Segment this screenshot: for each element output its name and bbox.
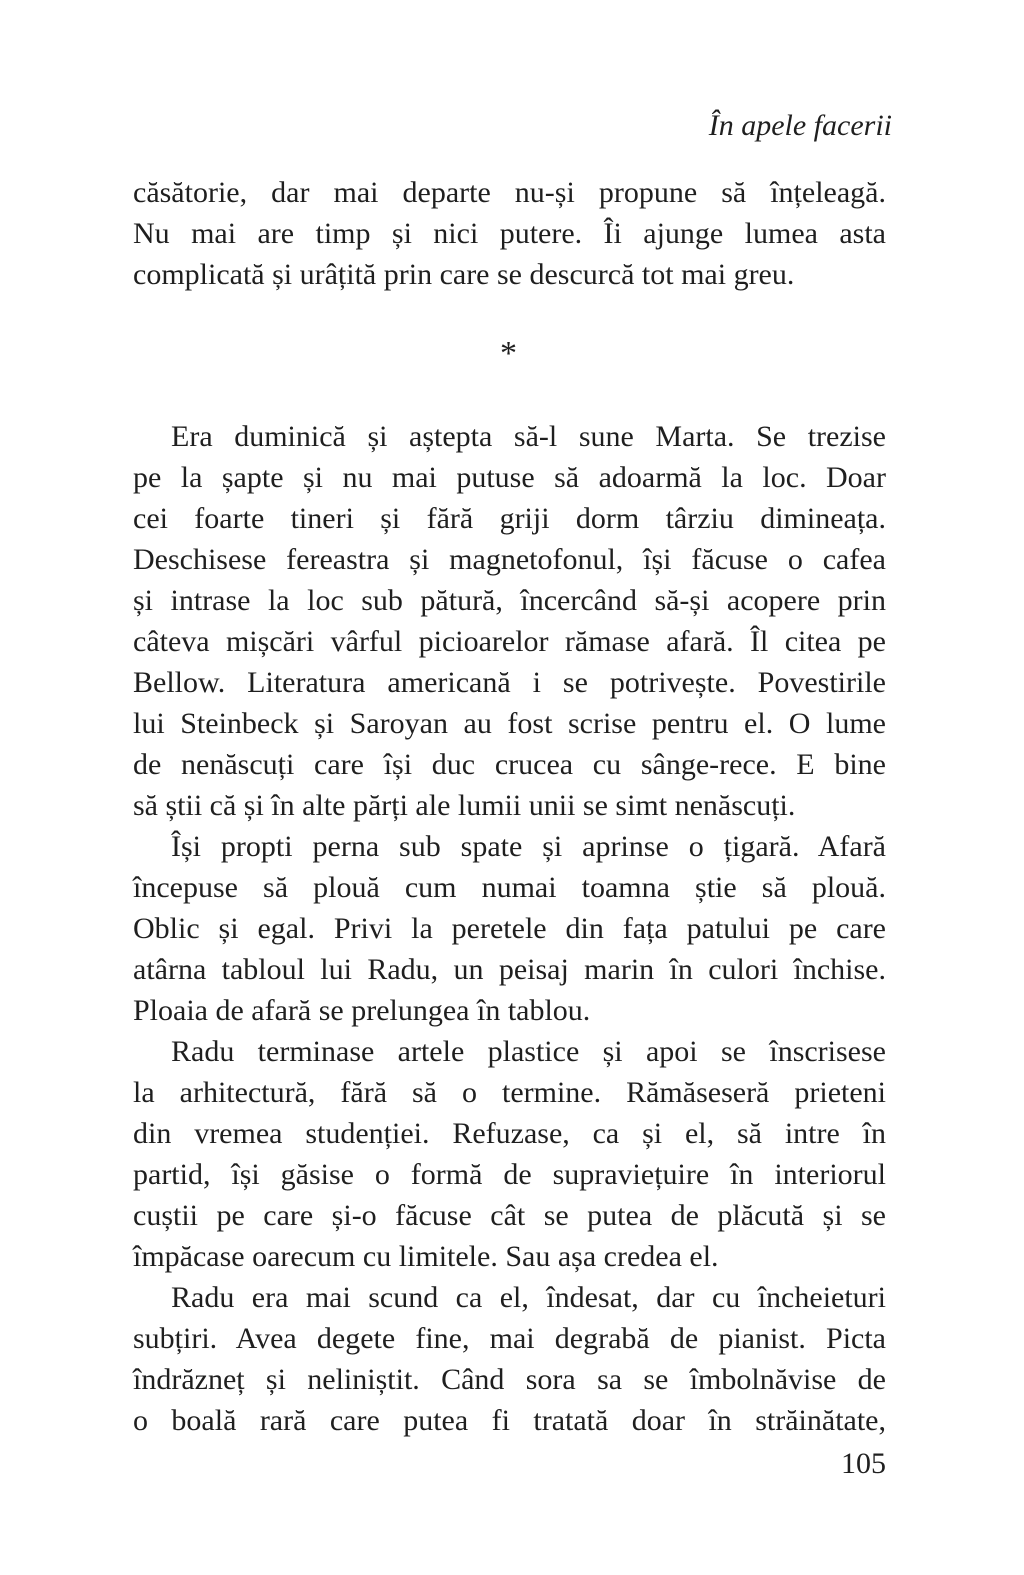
text-line: Deschisese fereastra și magnetofonul, își făcuse o cafea [133,543,886,576]
text-line: și intrase la loc sub pătură, încercând să-și acopere prin [133,584,886,617]
text-line: împăcase oarecum cu limitele. Sau așa credea el. [133,1240,719,1273]
text-line: cei foarte tineri și fără griji dorm târziu dimineața. [133,502,886,535]
page-number: 105 [841,1447,886,1480]
text-line: Radu terminase artele plastice și apoi se înscrisese [171,1035,886,1068]
text-line: Oblic și egal. Privi la peretele din fața patului pe care [133,912,886,945]
text-line: Ploaia de afară se prelungea în tablou. [133,994,591,1027]
text-line: pe la șapte și nu mai putuse să adoarmă la loc. Doar [133,461,886,494]
section-break-asterisk: * [500,335,517,372]
text-line: îndrăzneț și neliniștit. Când sora sa se îmbolnăvise de [133,1363,886,1396]
paragraph [133,826,886,1031]
text-line: de nenăscuți care își duc crucea cu sânge-rece. E bine [133,748,886,781]
paragraph [133,1031,886,1277]
paragraph [133,416,886,826]
text-line: Își propti perna sub spate și aprinse o țigară. Afară [171,830,886,863]
text-line: partid, își găsise o formă de supraviețuire în interiorul [133,1158,886,1191]
paragraph [133,172,886,295]
text-line: Era duminică și aștepta să-l sune Marta. Se trezise [171,420,886,453]
text-line: atârna tabloul lui Radu, un peisaj marin în culori închise. [133,953,886,986]
text-line: complicată și urâțită prin care se descurcă tot mai greu. [133,258,795,291]
paragraph [133,1277,886,1441]
text-line: Nu mai are timp și nici putere. Îi ajunge lumea asta [133,217,886,250]
section-break [133,295,886,416]
text-line: să știi că și în alte părți ale lumii unii se simt nenăscuți. [133,789,796,822]
text-line: începuse să plouă cum numai toamna știe să plouă. [133,871,886,904]
text-line: Radu era mai scund ca el, îndesat, dar cu încheieturi [171,1281,886,1314]
text-line: lui Steinbeck și Saroyan au fost scrise pentru el. O lume [133,707,886,740]
text-line: câteva mișcări vârful picioarelor rămase afară. Îl citea pe [133,625,886,658]
text-line: Bellow. Literatura americană i se potrivește. Povestirile [133,666,886,699]
text-line: o boală rară care putea fi tratată doar în străinătate, [133,1404,886,1437]
text-line: căsătorie, dar mai departe nu-și propune să înțeleagă. [133,176,886,209]
running-head: În apele facerii [708,109,892,142]
text-line: cuștii pe care și-o făcuse cât se putea de plăcută și se [133,1199,886,1232]
text-line: din vremea studenției. Refuzase, ca și el, să intre în [133,1117,886,1150]
text-line: subțiri. Avea degete fine, mai degrabă de pianist. Picta [133,1322,886,1355]
text-line: la arhitectură, fără să o termine. Rămăseseră prieteni [133,1076,886,1109]
body-text [133,172,886,1441]
